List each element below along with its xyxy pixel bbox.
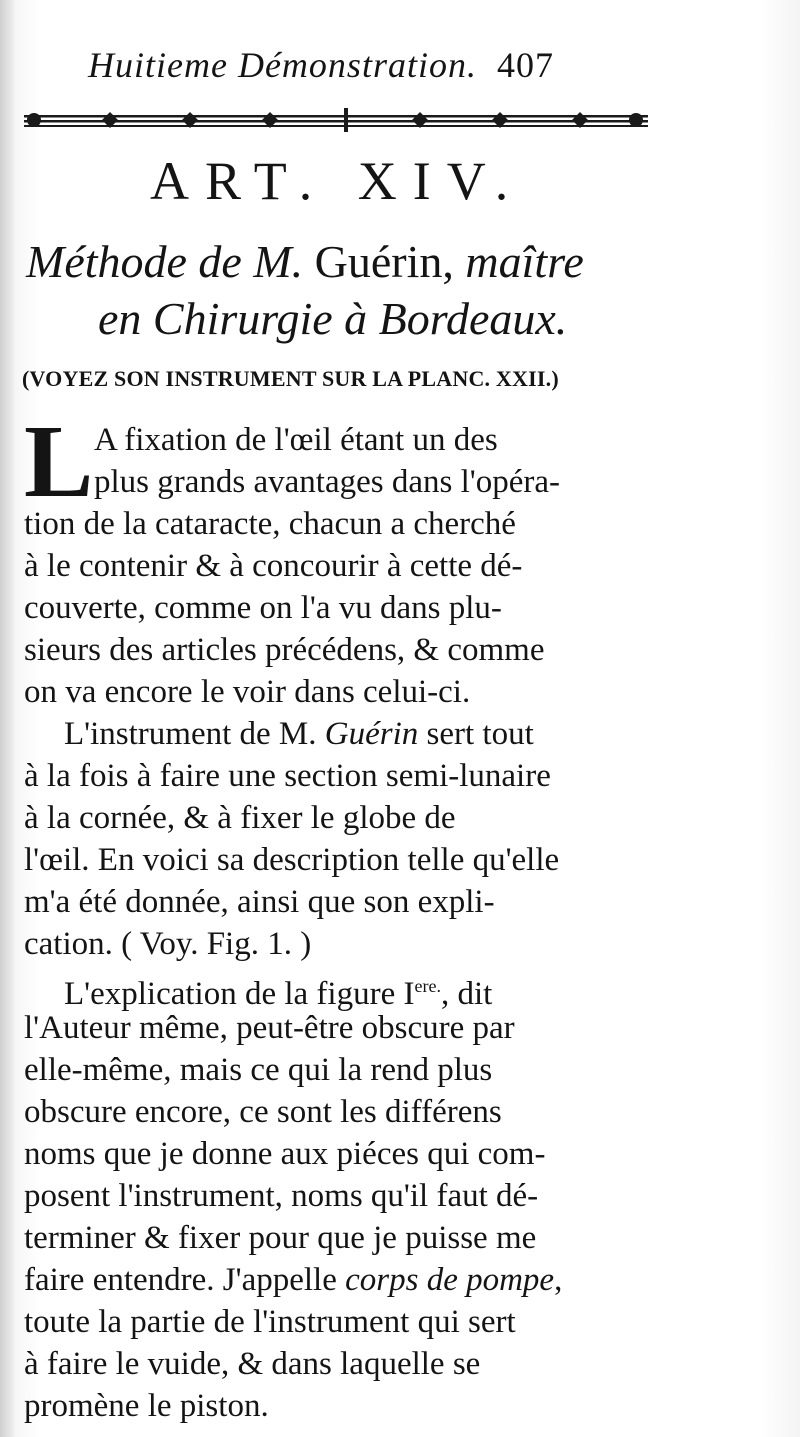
running-head	[88, 44, 688, 94]
page-number: 407	[496, 45, 554, 85]
text-line: on va encore le voir dans celui-ci.	[24, 674, 471, 710]
article-heading: ART. XIV.	[150, 151, 525, 211]
text-line: elle-même, mais ce qui la rend plus	[24, 1052, 493, 1088]
ornamental-rule	[20, 106, 652, 134]
text-line: A fixation de l'œil étant un des	[94, 422, 498, 458]
text-line: sieurs des articles précédens, & comme	[24, 632, 545, 668]
binding-gutter	[0, 0, 14, 1437]
text-line: m'a été donnée, ainsi que son expli-	[24, 884, 495, 920]
text-line: couverte, comme on l'a vu dans plu-	[24, 590, 502, 626]
text-line: l'Auteur même, peut-être obscure par	[24, 1010, 515, 1046]
text-line: à la fois à faire une section semi-lunaire	[24, 758, 551, 794]
title-text-italic: Méthode de M.	[26, 236, 304, 287]
superscript: ere.	[414, 976, 441, 996]
title-author-name: Guérin	[303, 236, 443, 287]
article-title-line-1	[26, 235, 666, 295]
text-line	[64, 966, 664, 1012]
text-line	[64, 714, 664, 754]
text-line: à faire le vuide, & dans laquelle se	[24, 1346, 481, 1382]
text-line: cation. ( Voy. Fig. 1. )	[24, 926, 312, 962]
text-line	[24, 1260, 664, 1300]
text-line: posent l'instrument, noms qu'il faut dé-	[24, 1178, 539, 1214]
drop-cap: L	[24, 404, 94, 519]
text-line: obscure encore, ce sont les différens	[24, 1094, 502, 1130]
text-run: ,	[554, 1262, 563, 1298]
text-run: L'instrument de M.	[64, 716, 325, 752]
title-punctuation: ,	[442, 236, 466, 287]
text-run: faire entendre. J'appelle	[24, 1262, 346, 1298]
text-line: terminer & fixer pour que je puisse me	[24, 1220, 537, 1256]
running-head-title: Huitieme Démonstration.	[88, 45, 477, 85]
text-line: plus grands avantages dans l'opéra-	[94, 464, 560, 500]
text-run: sert tout	[418, 716, 534, 752]
text-line: l'œil. En voici sa description telle qu'elle	[24, 842, 560, 878]
article-title-line-2: en Chirurgie à Bordeaux.	[98, 293, 568, 344]
text-run-italic: corps de pompe	[345, 1262, 555, 1298]
text-line: à le contenir & à concourir à cette dé-	[24, 548, 523, 584]
text-run-italic: Guérin	[324, 716, 419, 752]
text-run: L'explication de la figure I	[64, 976, 415, 1012]
text-line: tion de la cataracte, chacun a cherché	[24, 506, 516, 542]
text-run: , dit	[440, 976, 493, 1012]
text-line: toute la partie de l'instrument qui sert	[24, 1304, 516, 1340]
text-line: noms que je donne aux piéces qui com-	[24, 1136, 546, 1172]
plate-reference: (VOYEZ SON INSTRUMENT SUR LA PLANC. XXII.)	[22, 366, 559, 391]
text-line: à la cornée, & à fixer le globe de	[24, 800, 456, 836]
title-text-italic: maître	[465, 236, 584, 287]
text-line: promène le piston.	[24, 1388, 269, 1424]
